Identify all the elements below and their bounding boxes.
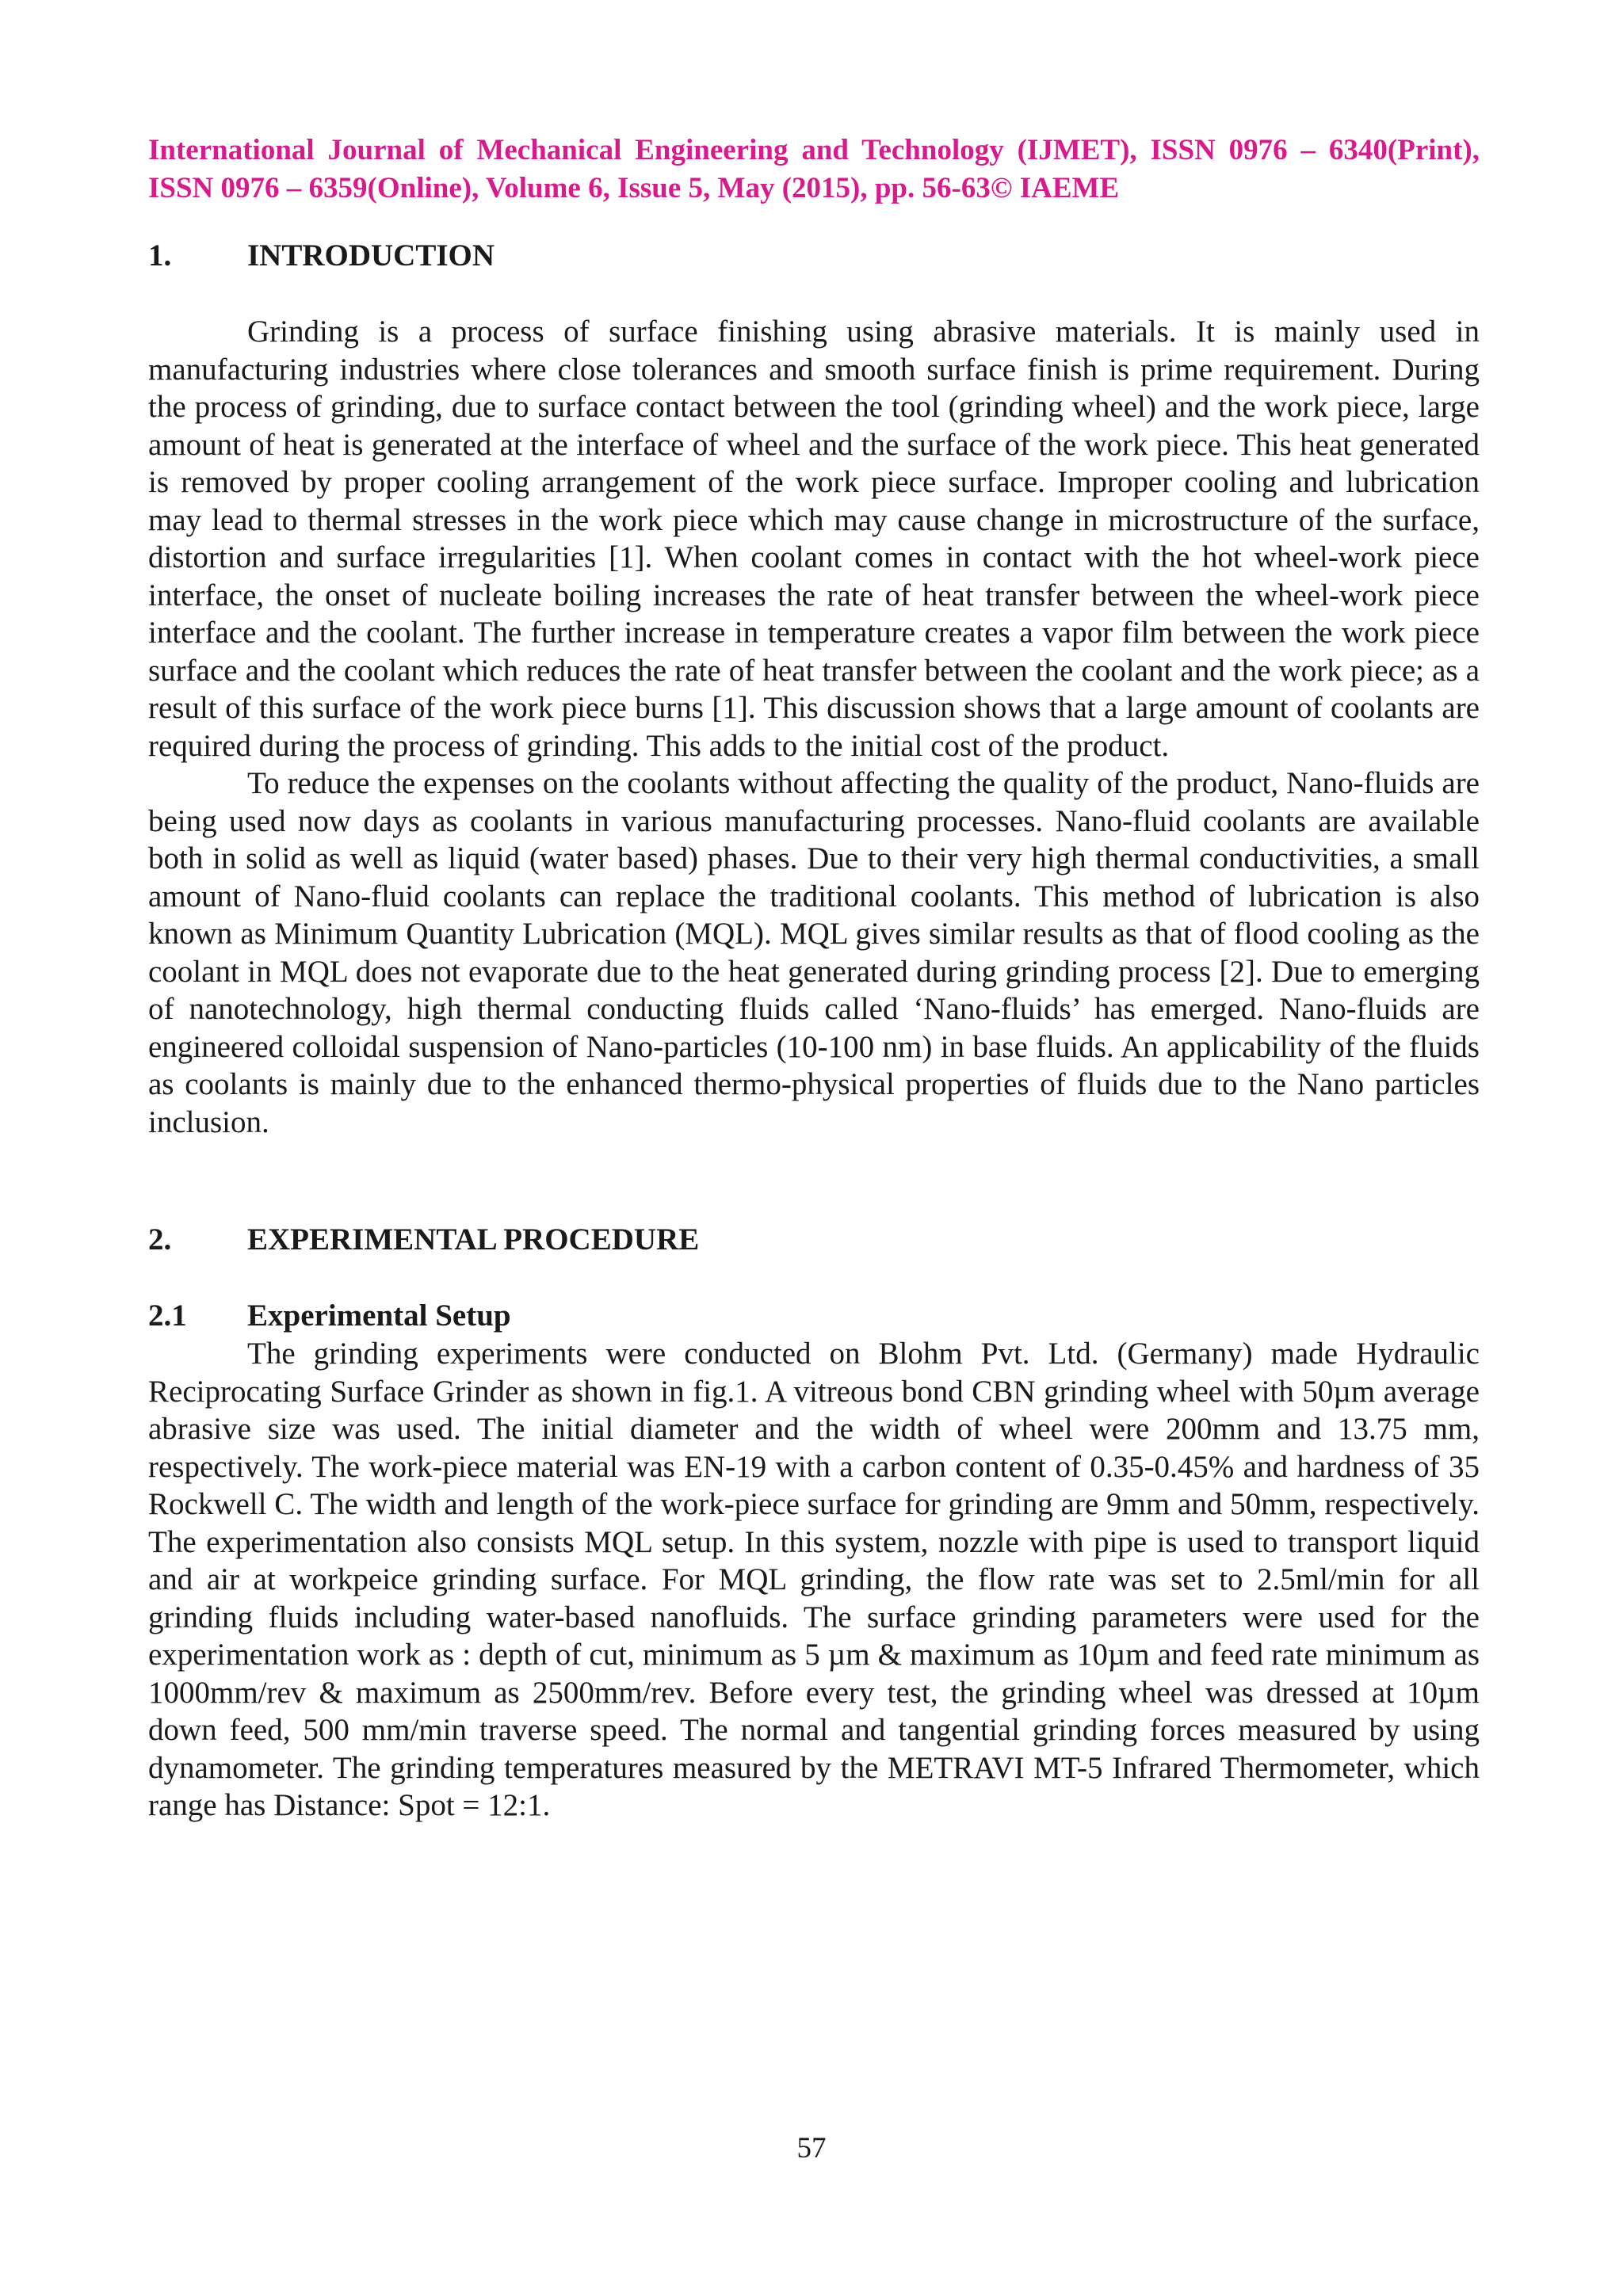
journal-header: International Journal of Mechanical Engineering and Technology (IJMET), ISSN 0976 – 6340(Print), ISSN 0976 – 6359(Online), Volume 6, Issue 5, May (2015), pp. 56-63© IAEME <box>148 134 1480 204</box>
intro-paragraph-1: Grinding is a process of surface finishing using abrasive materials. It is mainly used in manufacturing industries where close tolerances and smooth surface finish is prime requirement. During the process of grinding, due to surface contact between the tool (grinding wheel) and the work piece, large amount of heat is generated at the interface of wheel and the surface of the work piece. This heat generated is removed by proper cooling arrangement of the work piece surface. Improper cooling and lubrication may lead to thermal stresses in the work piece which may cause change in microstructure of the surface, distortion and surface irregularities [1]. When coolant comes in contact with the hot wheel-work piece interface, the onset of nucleate boiling increases the rate of heat transfer between the wheel-work piece interface and the coolant. The further increase in temperature creates a vapor film between the work piece surface and the coolant which reduces the rate of heat transfer between the coolant and the work piece; as a result of this surface of the work piece burns [1]. This discussion shows that a large amount of coolants are required during the process of grinding. This adds to the initial cost of the product. <box>148 315 1480 763</box>
section-heading-introduction <box>148 237 495 275</box>
subsection-title: Experimental Setup <box>247 1299 511 1333</box>
experimental-setup-body <box>148 1335 1480 1825</box>
introduction-body <box>148 313 1480 1141</box>
section-number: 2. <box>148 1222 172 1257</box>
section-heading-experimental-procedure <box>148 1221 699 1259</box>
section-title: EXPERIMENTAL PROCEDURE <box>247 1222 700 1257</box>
page-number: 57 <box>796 2132 827 2164</box>
section-number: 1. <box>148 238 172 273</box>
subsection-heading-experimental-setup <box>148 1297 511 1335</box>
subsection-number: 2.1 <box>148 1299 187 1333</box>
setup-paragraph-1: The grinding experiments were conducted on Blohm Pvt. Ltd. (Germany) made Hydraulic Reciprocating Surface Grinder as shown in fig.1. A vitreous bond CBN grinding wheel with 50µm average abrasive size was used. The initial diameter and the width of wheel were 200mm and 13.75 mm, respectively. The work-piece material was EN-19 with a carbon content of 0.35-0.45% and hardness of 35 Rockwell C. The width and length of the work-piece surface for grinding are 9mm and 50mm, respectively. The experimentation also consists MQL setup. In this system, nozzle with pipe is used to transport liquid and air at workpeice grinding surface. For MQL grinding, the flow rate was set to 2.5ml/min for all grinding fluids including water-based nanofluids. The surface grinding parameters were used for the experimentation work as : depth of cut, minimum as 5 µm & maximum as 10µm and feed rate minimum as 1000mm/rev & maximum as 2500mm/rev. Before every test, the grinding wheel was dressed at 10µm down feed, 500 mm/min traverse speed. The normal and tangential grinding forces measured by using dynamometer. The grinding temperatures measured by the METRAVI MT-5 Infrared Thermometer, which range has Distance: Spot = 12:1. <box>148 1337 1480 1822</box>
section-title: INTRODUCTION <box>247 238 495 273</box>
intro-paragraph-2: To reduce the expenses on the coolants without affecting the quality of the product, Nano-fluids are being used now days as coolants in various manufacturing processes. Nano-fluid coolants are available both in solid as well as liquid (water based) phases. Due to their very high thermal conductivities, a small amount of Nano-fluid coolants can replace the traditional coolants. This method of lubrication is also known as Minimum Quantity Lubrication (MQL). MQL gives similar results as that of flood cooling as the coolant in MQL does not evaporate due to the heat generated during grinding process [2]. Due to emerging of nanotechnology, high thermal conducting fluids called ‘Nano-fluids’ has emerged. Nano-fluids are engineered colloidal suspension of Nano-particles (10-100 nm) in base fluids. An applicability of the fluids as coolants is mainly due to the enhanced thermo-physical properties of fluids due to the Nano particles inclusion. <box>148 766 1480 1139</box>
